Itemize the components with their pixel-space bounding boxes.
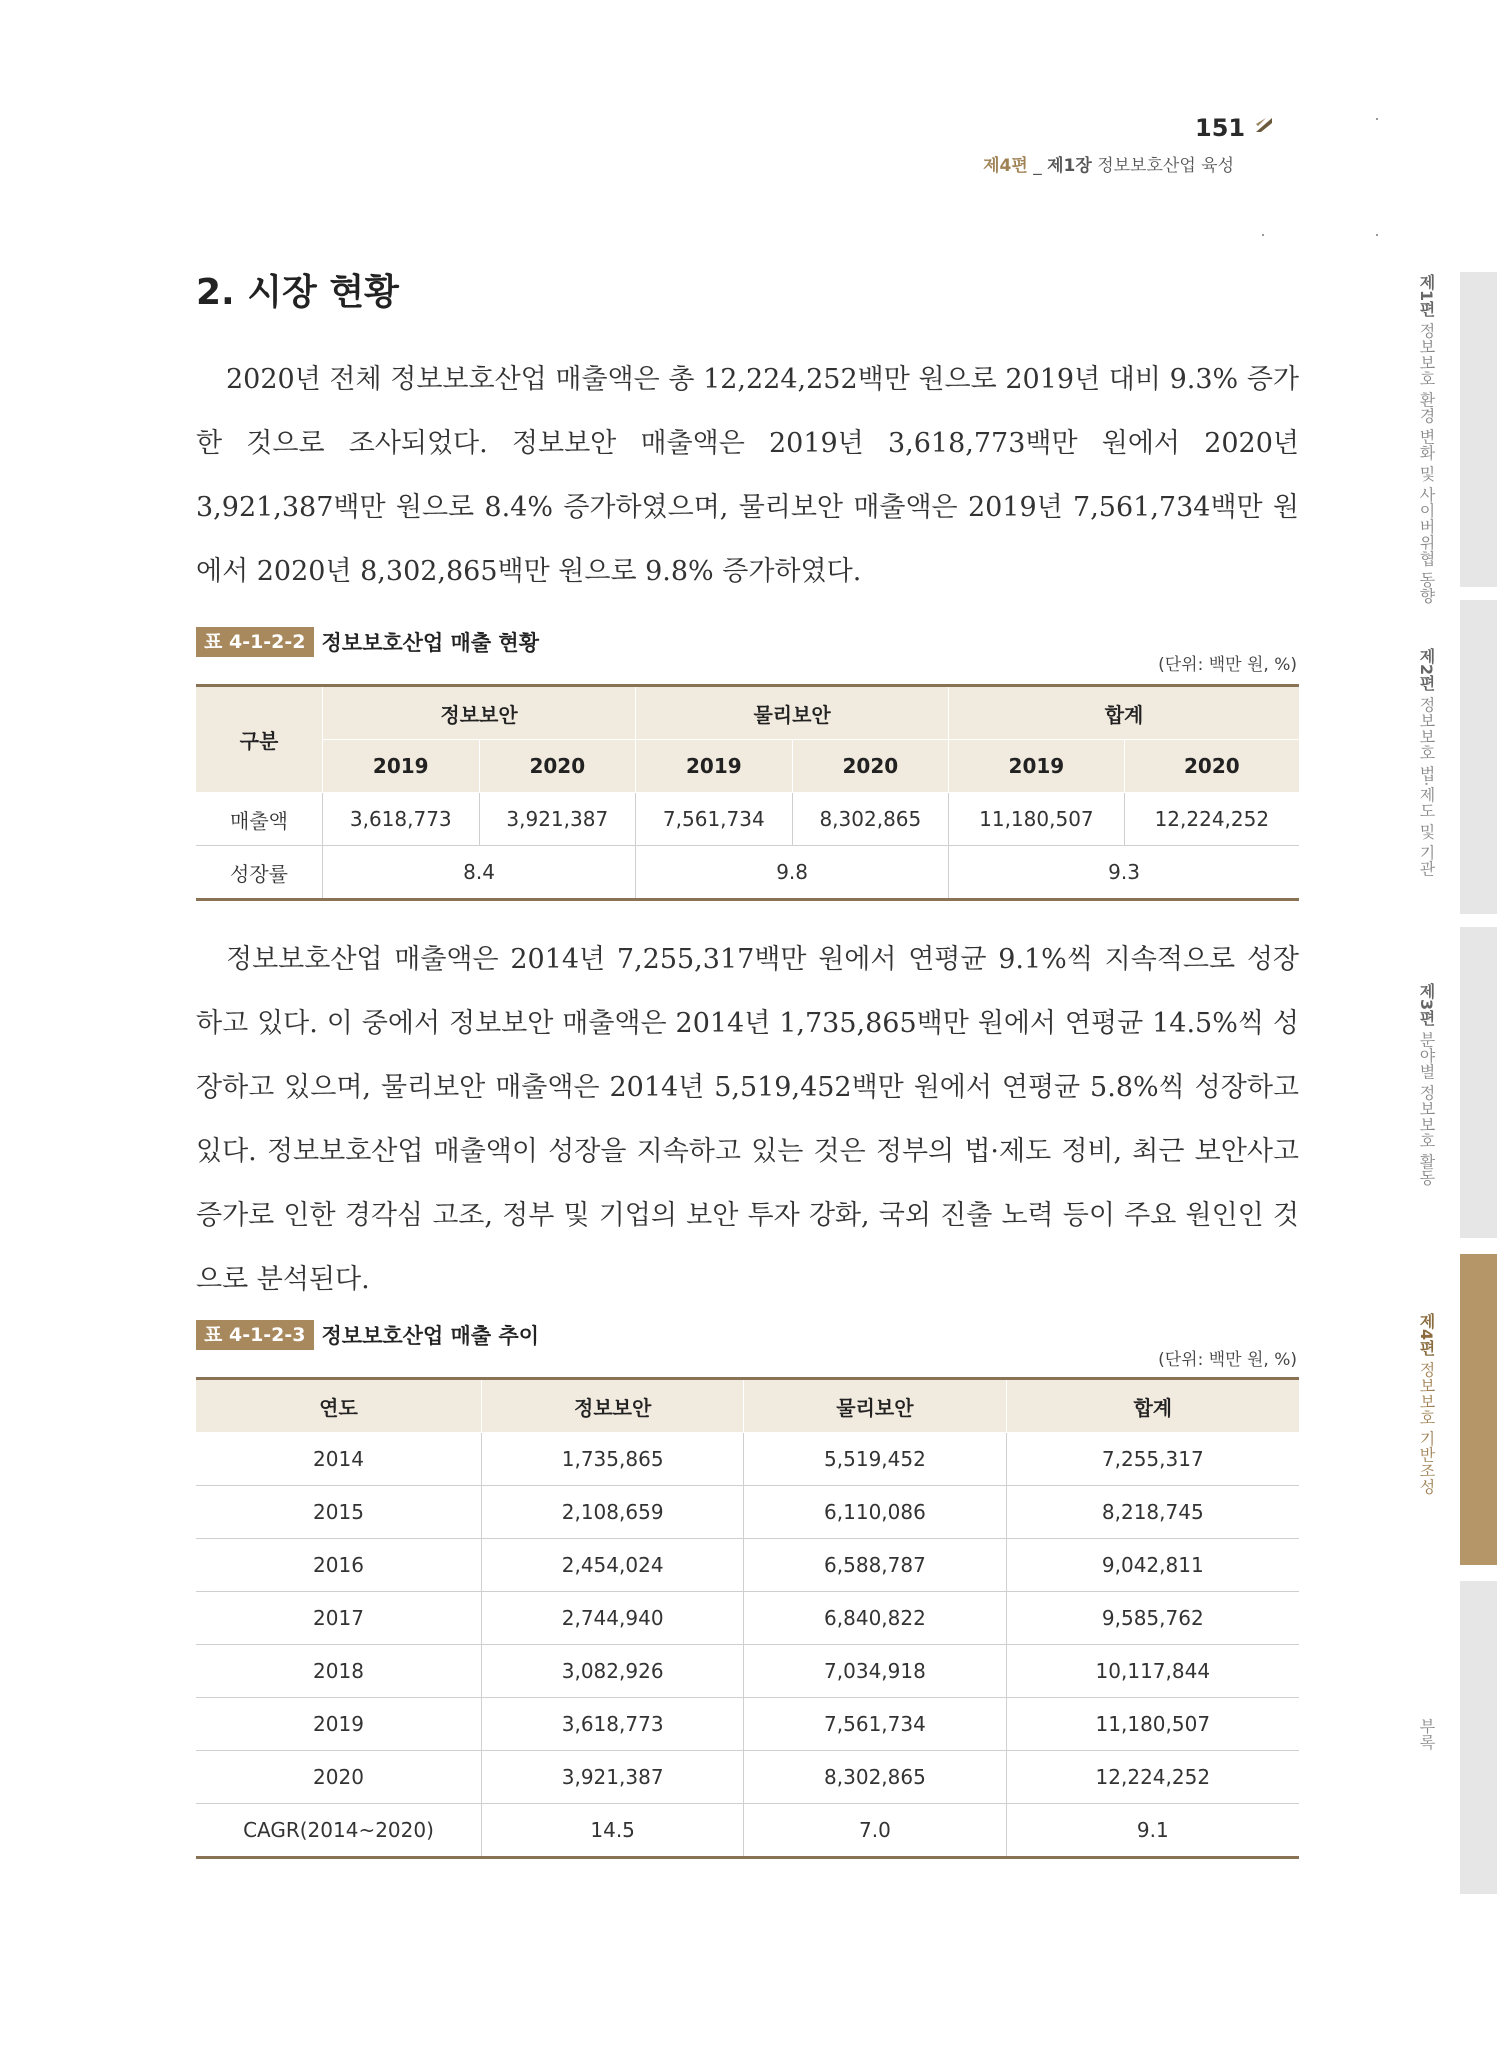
table-cell: 매출액 — [196, 793, 323, 846]
table-row — [196, 1486, 1299, 1539]
header-part: 제4편 — [983, 156, 1028, 176]
table-cell: 11,180,507 — [949, 793, 1125, 846]
table-row — [196, 793, 1299, 846]
side-tab-title: 분야별 정보보호 활동 — [1417, 1026, 1436, 1186]
body-paragraph-1: 2020년 전체 정보보호산업 매출액은 총 12,224,252백만 원으로 2019년 대비 9.3% 증가한 것으로 조사되었다. 정보보안 매출액은 2019년 3,618,773백만 원에서 2020년 3,921,387백만 원으로 8.4% 증가하였으며, 물리보안 매출액은 2019년 7,561,734백만 원에서 2020년 8,302,865백만 원으로 9.8% 증가하였다. — [196, 364, 1299, 587]
table-cell: 14.5 — [482, 1804, 744, 1858]
table-cell: 7,034,918 — [744, 1645, 1006, 1698]
table-cell: 1,735,865 — [482, 1433, 744, 1486]
table-cell: 2,108,659 — [482, 1486, 744, 1539]
table-cell: 7,255,317 — [1006, 1433, 1299, 1486]
side-tab-appendix[interactable] — [1460, 1581, 1497, 1894]
crop-dot — [1376, 118, 1378, 120]
table-cell: 6,840,822 — [744, 1592, 1006, 1645]
header-sep: _ — [1027, 156, 1048, 176]
table-cell: 10,117,844 — [1006, 1645, 1299, 1698]
table-cell: 3,921,387 — [482, 1751, 744, 1804]
table-cell: 11,180,507 — [1006, 1698, 1299, 1751]
page-corner-mark-icon — [1256, 118, 1272, 132]
table-cell: 9.1 — [1006, 1804, 1299, 1858]
table-header-cell: 2019 — [636, 740, 793, 793]
table-cell: 7.0 — [744, 1804, 1006, 1858]
table-header-cell: 합계 — [949, 686, 1299, 740]
table1-caption — [196, 627, 539, 657]
table-header-cell: 합계 — [1006, 1379, 1299, 1433]
header-chapter-title: 정보보호산업 육성 — [1091, 156, 1234, 176]
table1-title: 정보보호산업 매출 현황 — [321, 631, 539, 655]
table-cell: 2015 — [196, 1486, 482, 1539]
table2-badge: 표 4-1-2-3 — [196, 1320, 314, 1350]
table-row — [196, 1645, 1299, 1698]
table-cell: 3,618,773 — [482, 1698, 744, 1751]
table-header-cell: 구분 — [196, 686, 323, 793]
running-header — [983, 151, 1234, 176]
side-tab-part: 제1편 — [1417, 274, 1436, 318]
table-header-cell: 정보보안 — [482, 1379, 744, 1433]
table-cell: 2014 — [196, 1433, 482, 1486]
table-cell: 7,561,734 — [636, 793, 793, 846]
side-tab-part: 제3편 — [1417, 983, 1436, 1027]
table-header-cell: 2020 — [479, 740, 636, 793]
side-tab-label-part1 — [1415, 274, 1438, 604]
table1-unit: (단위: 백만 원, %) — [1158, 655, 1297, 675]
table-header-cell: 연도 — [196, 1379, 482, 1433]
side-tab-part: 제4편 — [1417, 1313, 1436, 1357]
table-row — [196, 1539, 1299, 1592]
table-header-cell: 물리보안 — [744, 1379, 1006, 1433]
table-row — [196, 1751, 1299, 1804]
side-tab-part2[interactable] — [1460, 600, 1497, 914]
table-header-cell: 물리보안 — [636, 686, 949, 740]
table-cell: 2016 — [196, 1539, 482, 1592]
table-header-cell: 2019 — [949, 740, 1125, 793]
table-cell: 3,618,773 — [323, 793, 480, 846]
side-tab-part3[interactable] — [1460, 927, 1497, 1238]
table-row — [196, 1804, 1299, 1858]
table1-badge: 표 4-1-2-2 — [196, 627, 314, 657]
table-header-cell: 2019 — [323, 740, 480, 793]
table-cell: 2017 — [196, 1592, 482, 1645]
table-cell: 2019 — [196, 1698, 482, 1751]
table-row — [196, 1698, 1299, 1751]
sales-trend-table — [196, 1377, 1299, 1859]
table-cell: 9,585,762 — [1006, 1592, 1299, 1645]
table-header-cell: 2020 — [792, 740, 949, 793]
table-cell: 3,082,926 — [482, 1645, 744, 1698]
page-number: 151 — [1195, 114, 1246, 142]
table-cell: 9.8 — [636, 846, 949, 900]
table-cell: 2,454,024 — [482, 1539, 744, 1592]
side-tab-label-part2 — [1415, 648, 1438, 877]
side-tab-part1[interactable] — [1460, 272, 1497, 587]
side-tab-title: 부록 — [1417, 1718, 1436, 1750]
side-tab-title: 정보보호 환경 변화 및 사이버위협 동향 — [1417, 317, 1436, 604]
table-cell: 3,921,387 — [479, 793, 636, 846]
table-cell: 8.4 — [323, 846, 636, 900]
section-title: 2. 시장 현황 — [196, 272, 399, 313]
body-paragraph-2: 정보보호산업 매출액은 2014년 7,255,317백만 원에서 연평균 9.1%씩 지속적으로 성장하고 있다. 이 중에서 정보보안 매출액은 2014년 1,735,865백만 원에서 연평균 14.5%씩 성장하고 있으며, 물리보안 매출액은 2014년 5,519,452백만 원에서 연평균 5.8%씩 성장하고 있다. 정보보호산업 매출액이 성장을 지속하고 있는 것은 정부의 법·제도 정비, 최근 보안사고 증가로 인한 경각심 고조, 정부 및 기업의 보안 투자 강화, 국외 진출 노력 등이 주요 원인인 것으로 분석된다. — [196, 944, 1299, 1295]
table-cell: 9,042,811 — [1006, 1539, 1299, 1592]
side-tab-part4[interactable] — [1460, 1254, 1497, 1565]
table-header-cell: 2020 — [1124, 740, 1299, 793]
table2-caption — [196, 1320, 539, 1350]
side-tab-title: 정보보호 기반조성 — [1417, 1356, 1436, 1495]
side-tab-part: 제2편 — [1417, 648, 1436, 692]
crop-dot — [1262, 234, 1264, 236]
table-cell: 5,519,452 — [744, 1433, 1006, 1486]
table-cell: 9.3 — [949, 846, 1299, 900]
table-header-cell: 정보보안 — [323, 686, 636, 740]
table-cell: 12,224,252 — [1006, 1751, 1299, 1804]
table-cell: 8,302,865 — [792, 793, 949, 846]
table-cell: 7,561,734 — [744, 1698, 1006, 1751]
side-tab-label-part3 — [1415, 983, 1438, 1185]
table-cell: 2,744,940 — [482, 1592, 744, 1645]
table-cell: 6,110,086 — [744, 1486, 1006, 1539]
side-tab-label-appendix — [1415, 1718, 1438, 1750]
table-row — [196, 1433, 1299, 1486]
sales-status-table — [196, 684, 1299, 901]
side-tab-label-part4 — [1415, 1313, 1438, 1494]
table2-title: 정보보호산업 매출 추이 — [321, 1324, 539, 1348]
table-row — [196, 846, 1299, 900]
side-tab-title: 정보보호 법·제도 및 기관 — [1417, 691, 1436, 877]
table-cell: 8,218,745 — [1006, 1486, 1299, 1539]
table-cell: 2018 — [196, 1645, 482, 1698]
table2-unit: (단위: 백만 원, %) — [1158, 1350, 1297, 1370]
table-row — [196, 1592, 1299, 1645]
table-cell: CAGR(2014~2020) — [196, 1804, 482, 1858]
crop-dot — [1376, 234, 1378, 236]
table-cell: 8,302,865 — [744, 1751, 1006, 1804]
header-chapter: 제1장 — [1047, 156, 1092, 176]
table-cell: 성장률 — [196, 846, 323, 900]
table-cell: 12,224,252 — [1124, 793, 1299, 846]
table-cell: 6,588,787 — [744, 1539, 1006, 1592]
table-cell: 2020 — [196, 1751, 482, 1804]
